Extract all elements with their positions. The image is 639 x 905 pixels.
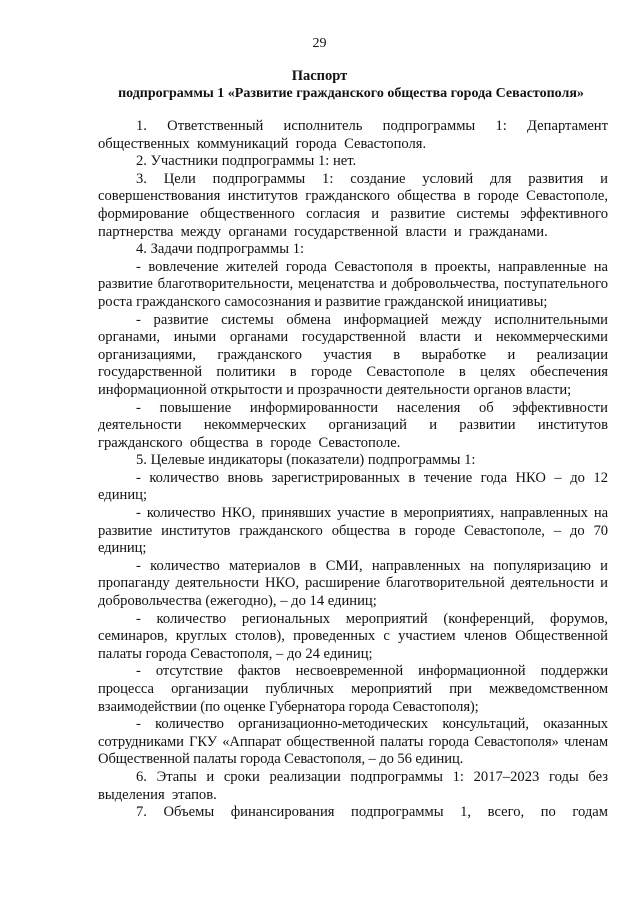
paragraph-indicator-3: - количество материалов в СМИ, направленных на популяризацию и пропаганду деятельности НКО, расширение благотворительной деятельности и добровольчества (ежегодно), – до 14 единиц; [98,557,608,610]
document-subtitle: подпрограммы 1 «Развитие гражданского общества города Севастополя» [118,86,584,101]
paragraph-tasks-heading: 4. Задачи подпрограммы 1: [136,241,305,258]
paragraph-task-1: - вовлечение жителей города Севастополя в проекты, направленные на развитие благотворительности, меценатства и добровольчества, поступательного роста гражданского самосознания и развитие гражданской инициативы; [98,258,608,310]
paragraph-indicator-5: - отсутствие фактов несвоевременной информационной поддержки процесса организации публичных мероприятий при межведомственном взаимодействии (по оценке Губернатора города Севастополя); [98,663,608,715]
paragraph-goals: 3. Цели подпрограммы 1: создание условий для развития и совершенствования институтов гражданского общества в городе Севастополе, формирование общественного согласия и развитие системы эффективного партнерства между органами государственной власти и гражданами. [98,170,608,240]
paragraph-task-3: - повышение информированности населения об эффективности деятельности некоммерческих организаций и развитии институтов гражданского общества в городе Севастополе. [98,399,608,451]
paragraph-indicator-4: - количество региональных мероприятий (конференций, форумов, семинаров, круглых столов), проведенных с участием членов Общественной палаты города Севастополя, – до 24 единиц; [98,610,608,662]
paragraph-indicator-6: - количество организационно-методических консультаций, оказанных сотрудниками ГКУ «Аппарат общественной палаты города Севастополя» членам Общественной палаты города Севастополя, – до 56 единиц. [98,716,608,768]
paragraph-indicators-heading: 5. Целевые индикаторы (показатели) подпрограммы 1: [136,452,476,469]
paragraph-indicator-1: - количество вновь зарегистрированных в течение года НКО – до 12 единиц; [98,469,608,504]
paragraph-task-2: - развитие системы обмена информацией между исполнительными органами, иными органами государственной власти и некоммерческими организациями, гражданского участия в выработке и реализации государственной политики в городе Севастополе в целях обеспечения информационной открытости и прозрачности деятельности органов власти; [98,311,608,398]
document-title: Паспорт [291,68,348,84]
paragraph-financing: 7. Объемы финансирования подпрограммы 1, всего, по годам [136,804,608,821]
paragraph-stages: 6. Этапы и сроки реализации подпрограммы 1: 2017–2023 годы без выделения этапов. [98,768,608,803]
paragraph-participants: 2. Участники подпрограммы 1: нет. [136,153,357,170]
document-body [98,118,608,822]
paragraph-responsible-executor: 1. Ответственный исполнитель подпрограммы 1: Департамент общественных коммуникаций города Севастополя. [98,118,608,152]
page-number: 29 [312,36,327,51]
paragraph-indicator-2: - количество НКО, принявших участие в мероприятиях, направленных на развитие институтов гражданского общества в городе Севастополе, – до 70 единиц; [98,505,608,557]
